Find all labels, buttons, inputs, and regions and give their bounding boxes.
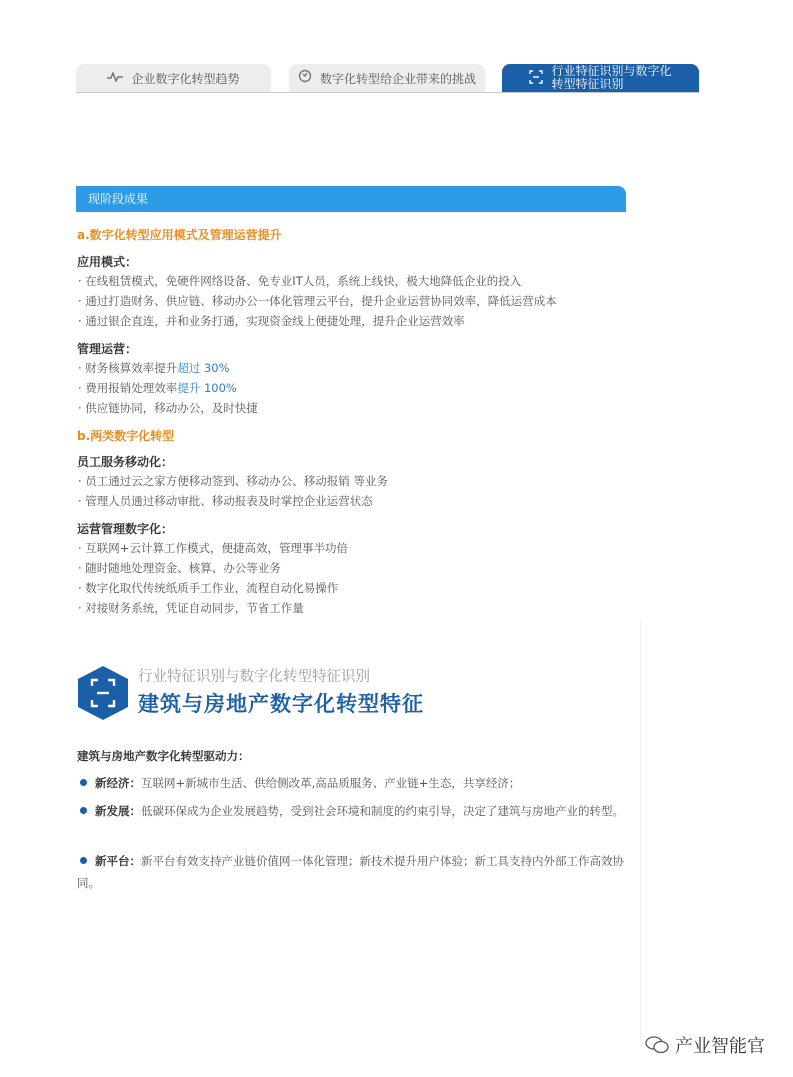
refresh-icon	[298, 69, 312, 87]
tab-label-line2: 转型特征识别	[551, 77, 624, 91]
bullet-dot-icon	[80, 807, 87, 814]
item-text: · 供应链协同，移动办公，及时快捷	[78, 401, 258, 415]
tab-challenges[interactable]	[289, 64, 485, 92]
mobile-label: 员工服务移动化：	[77, 455, 174, 469]
bullet-dot-icon	[80, 779, 87, 786]
part-a-title: a.数字化转型应用模式及管理运营提升	[77, 228, 282, 242]
heading-subtitle: 行业特征识别与数字化转型特征识别	[138, 669, 370, 685]
list-item: · 员工通过云之家方便移动签到、移动办公、移动报销 等业务	[78, 474, 388, 488]
list-item: · 在线租赁模式，免硬件网络设备、免专业IT人员，系统上线快，极大地降低企业的投入	[78, 274, 522, 288]
highlight-value: 超过 30%	[177, 361, 230, 375]
driver-item	[77, 850, 629, 894]
list-item: · 互联网+云计算工作模式，便捷高效，管理事半功倍	[78, 541, 348, 555]
wechat-icon	[645, 1036, 669, 1054]
list-item: · 数字化取代传统纸质手工作业，流程自动化易操作	[78, 581, 339, 595]
highlight-value: 提升 100%	[177, 381, 237, 395]
list-item: · 通过银企直连，并和业务打通，实现资金线上便捷处理，提升企业运营效率	[78, 314, 465, 328]
page-edge-divider	[640, 620, 641, 1040]
list-item: · 管理人员通过移动审批、移动报表及时掌控企业运营状态	[78, 494, 373, 508]
drivers-title: 建筑与房地产数字化转型驱动力：	[77, 749, 250, 763]
tab-digital-trend[interactable]	[76, 64, 271, 92]
list-item: · 对接财务系统，凭证自动同步，节省工作量	[78, 601, 304, 615]
section-title-bar: 现阶段成果	[76, 186, 626, 212]
driver-term: 新平台：	[95, 854, 141, 868]
driver-text: 互联网+新城市生活、供给侧改革,高品质服务、产业链+生态，共享经济；	[141, 776, 521, 790]
tab-divider	[76, 92, 699, 93]
driver-text: 新平台有效支持产业链价值网一体化管理；新技术提升用户体验；新工具支持内外部工作高效协同。	[77, 854, 624, 890]
driver-item	[77, 800, 629, 822]
tab-label-line1: 行业特征识别与数字化	[551, 64, 672, 78]
mgmt-label: 管理运营：	[77, 342, 138, 356]
item-text: · 费用报销处理效率	[78, 381, 178, 395]
driver-term: 新经济：	[95, 776, 141, 790]
heading-title: 建筑与房地产数字化转型特征	[138, 692, 424, 716]
driver-term: 新发展：	[95, 804, 141, 818]
tab-industry-features[interactable]	[502, 64, 699, 92]
watermark	[645, 1032, 765, 1058]
list-item	[78, 400, 258, 416]
tab-label: 数字化转型给企业带来的挑战	[319, 71, 476, 86]
scan-frame-icon	[529, 70, 543, 87]
watermark-text: 产业智能官	[675, 1036, 765, 1057]
list-item: · 随时随地处理资金、核算、办公等业务	[78, 561, 281, 575]
ops-label: 运营管理数字化：	[77, 522, 174, 536]
item-text: · 财务核算效率提升	[78, 361, 178, 375]
app-mode-label: 应用模式：	[77, 255, 138, 269]
tab-label	[551, 65, 671, 91]
driver-text: 低碳环保成为企业发展趋势，受到社会环境和制度的约束引导，决定了建筑与房地产业的转型。	[141, 804, 624, 818]
list-item	[78, 360, 230, 376]
list-item	[78, 380, 237, 396]
bullet-dot-icon	[80, 857, 87, 864]
part-b-title: b.两类数字化转型	[77, 429, 175, 443]
tab-label: 企业数字化转型趋势	[131, 71, 240, 86]
list-item: · 通过打造财务、供应链、移动办公一体化管理云平台，提升企业运营协同效率，降低运营成本	[78, 294, 557, 308]
pulse-icon	[107, 71, 123, 86]
driver-item	[77, 772, 629, 794]
hexagon-scan-icon	[76, 664, 130, 722]
